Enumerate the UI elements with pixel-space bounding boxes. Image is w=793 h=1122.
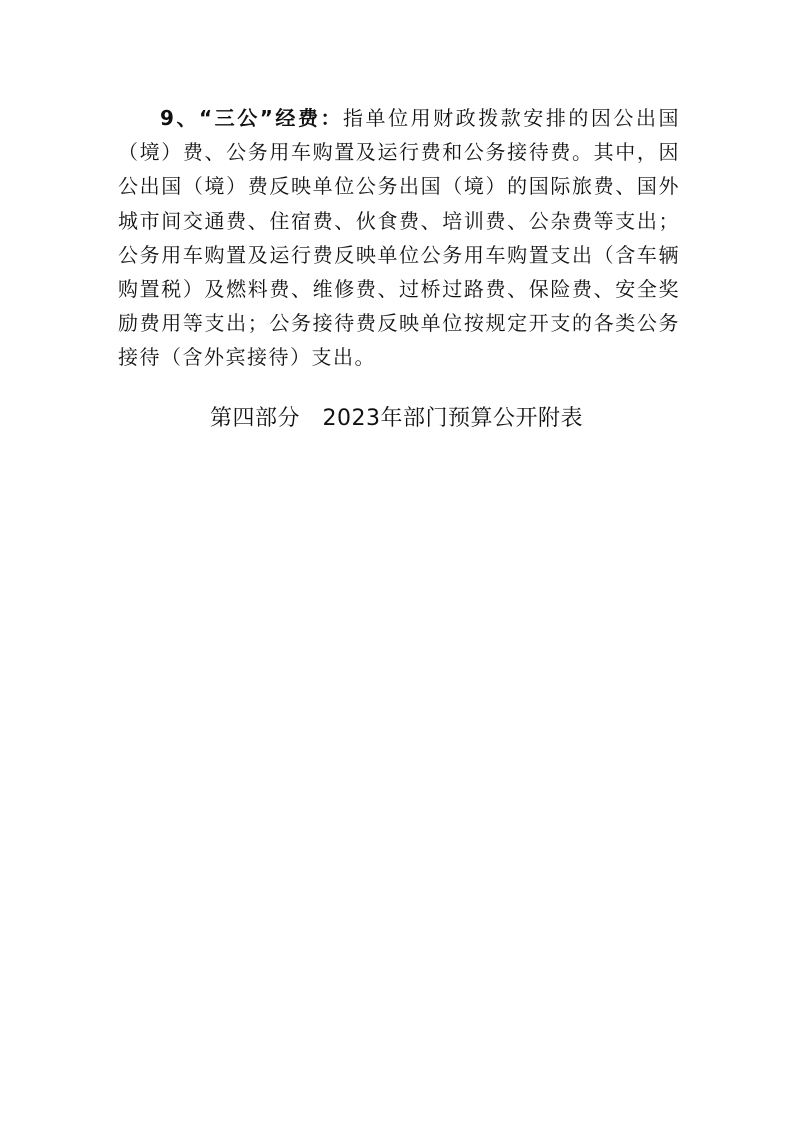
section-title: 第四部分 2023年部门预算公开附表 <box>210 406 583 431</box>
definition-body: 指单位用财政拨款安排的因公出国（境）费、公务用车购置及运行费和公务接待费。其中，因公出国（境）费反映单位公务出国（境）的国际旅费、国外城市间交通费、住宿费、伙食费、培训费、公杂费等支出； 公务用车购置及运行费反映单位公务用车购置支出（含车辆购置税）及燃料费、维修费、过桥过路费、保险费、安全奖励费用等支出；公务接待费反映单位按规定开支的各类公务接待（含外宾接待）支出。 <box>118 106 680 370</box>
definition-paragraph <box>118 101 680 375</box>
definition-term: 9、“三公”经费： <box>160 106 344 130</box>
